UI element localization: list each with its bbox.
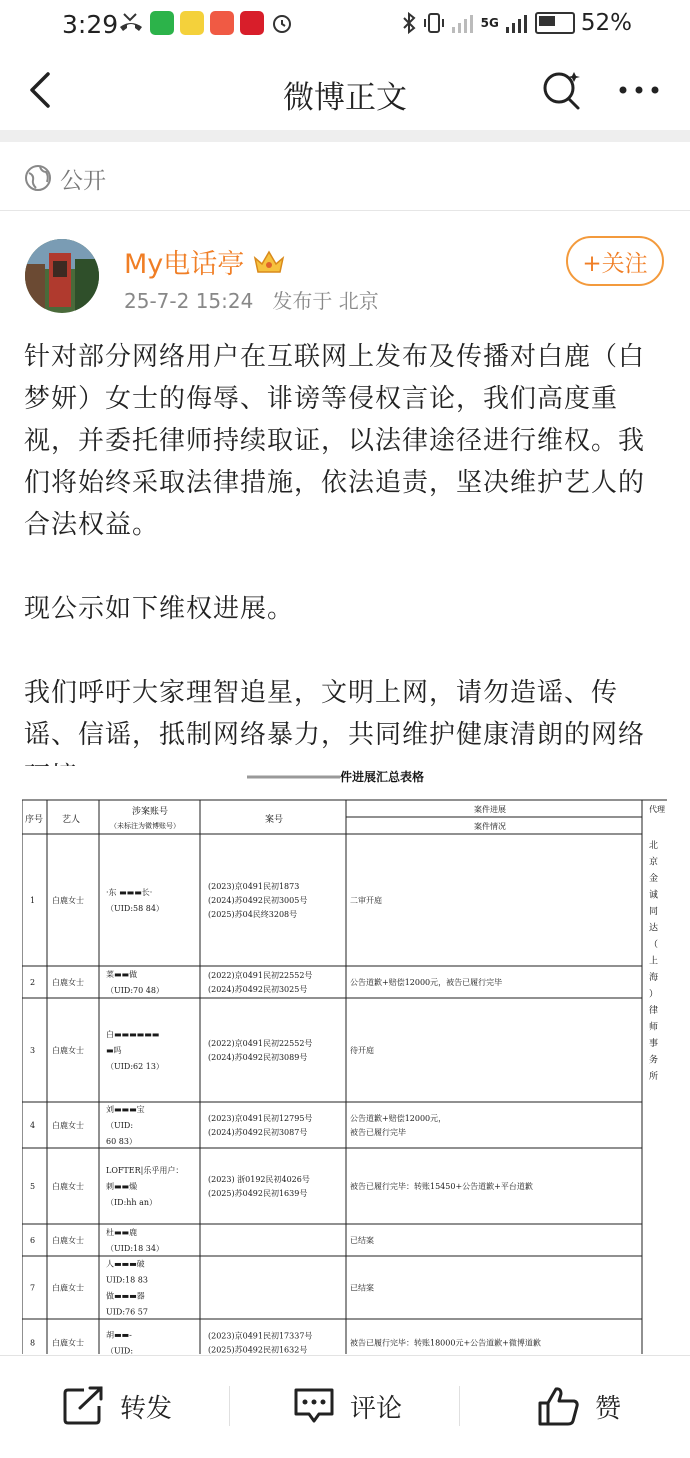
row-account: 胡▬▬- — [106, 1330, 132, 1340]
row-account: ▬吗 — [106, 1046, 122, 1055]
row-progress: 公告道歉+赔偿12000元， — [350, 1114, 447, 1123]
header-progress-sub: 案件情况 — [474, 822, 506, 831]
header-account-sub: （未标注为微博账号） — [110, 822, 180, 830]
agent-char: （ — [649, 940, 659, 950]
globe-icon — [24, 164, 52, 192]
status-indicators — [401, 10, 632, 36]
row-account: 做▬▬▬器 — [106, 1291, 145, 1301]
row-account: 刘▬▬▬宝 — [106, 1105, 145, 1114]
post-paragraph: 针对部分网络用户在互联网上发布及传播对白鹿（白梦妍）女士的侮辱、诽谤等侵权言论，我们高度重视，并委托律师持续取证，以法律途径进行维权。我们将始终采取法律措施，依法追责，坚决维护艺人的合法权益。 — [24, 342, 646, 540]
row-progress: 被告已履行完毕：转账18000元+公告道歉+微博道歉 — [350, 1338, 541, 1348]
agent-char: 达 — [649, 923, 659, 934]
battery-percent: 52% — [580, 10, 632, 36]
nav-bar — [0, 52, 690, 128]
row-progress: 已结案 — [350, 1236, 374, 1245]
case-progress-table — [22, 766, 667, 1354]
row-artist: 白鹿女士 — [52, 1338, 84, 1348]
row-account: （UID:70 48） — [106, 986, 164, 995]
row-number: 5 — [30, 1182, 36, 1191]
row-case-number: (2025)苏0492民初1639号 — [208, 1189, 308, 1198]
post-time: 25-7-2 15:24 — [124, 289, 254, 313]
agent-char: 事 — [649, 1039, 659, 1049]
row-artist: 白鹿女士 — [52, 1283, 84, 1293]
network-label: 5G — [480, 16, 499, 30]
avatar[interactable] — [25, 239, 99, 313]
comment-label: 评论 — [350, 1393, 403, 1424]
vip-crown-icon — [252, 248, 286, 276]
row-number: 4 — [30, 1121, 36, 1130]
more-icon — [614, 68, 664, 112]
like-label: 赞 — [595, 1393, 622, 1424]
author-name-text: My电话亭 — [124, 249, 245, 280]
thumbs-up-icon — [537, 1385, 581, 1427]
row-account: 菜▬▬做 — [106, 970, 138, 979]
page-title: 微博正文 — [283, 80, 407, 116]
row-case-number: (2022)京0491民初22552号 — [208, 1039, 313, 1048]
status-time: 3:29 — [62, 10, 119, 39]
bottom-action-bar — [0, 1355, 690, 1458]
header-agent: 代理 — [649, 805, 665, 814]
agent-char: 上 — [649, 956, 659, 967]
iqiyi-icon — [150, 11, 174, 35]
row-account: UID:18 83 — [106, 1275, 148, 1285]
row-account: （UID:58 84） — [106, 904, 164, 913]
repost-icon — [62, 1386, 106, 1426]
row-account: 人▬▬▬破 — [106, 1259, 145, 1269]
divider — [0, 130, 690, 142]
row-number: 1 — [30, 896, 36, 905]
header-case-no: 案号 — [265, 815, 284, 825]
row-account: 60 83） — [106, 1137, 137, 1146]
row-account: （UID: — [106, 1121, 134, 1130]
missed-call-icon — [118, 11, 144, 35]
alarm-icon — [270, 11, 294, 35]
row-artist: 白鹿女士 — [52, 1046, 84, 1055]
follow-button[interactable]: +关注 — [566, 236, 664, 286]
agent-column — [649, 839, 658, 1082]
avatar-image — [25, 239, 99, 313]
row-case-number: (2023) 浙0192民初4026号 — [208, 1175, 310, 1184]
post-paragraph: 现公示如下维权进展。 — [24, 594, 295, 624]
agent-char: ） — [649, 989, 659, 1000]
post-location: 发布于 北京 — [272, 289, 379, 313]
more-button[interactable] — [614, 68, 664, 112]
agent-char: 所 — [649, 1072, 659, 1082]
row-account: UID:76 57 — [106, 1307, 148, 1317]
row-account: （UID: — [106, 1346, 134, 1354]
battery-icon — [535, 12, 575, 34]
row-case-number: (2024)苏0492民初3089号 — [208, 1053, 308, 1062]
status-bar — [0, 0, 690, 50]
row-artist: 白鹿女士 — [52, 1121, 84, 1130]
row-account: LOFTER|乐乎用户： — [106, 1166, 184, 1175]
repost-label: 转发 — [120, 1393, 173, 1424]
post-meta — [124, 285, 379, 314]
agent-char: 诚 — [649, 890, 659, 901]
divider — [229, 1386, 230, 1426]
comment-icon — [292, 1386, 336, 1426]
post-paragraph: 我们呼吁大家理智追星，文明上网，请勿造谣、传谣、信谣，抵制网络暴力，共同维护健康清朗的网络 — [24, 678, 646, 750]
row-case-number: (2023)京0491民初12795号 — [208, 1114, 313, 1123]
bluetooth-icon — [401, 11, 417, 35]
row-number: 6 — [30, 1236, 36, 1245]
row-artist: 白鹿女士 — [52, 896, 84, 905]
agent-char: 师 — [649, 1022, 659, 1033]
row-account: ·东 ▬▬▬长· — [106, 888, 153, 897]
agent-char: 北 — [649, 841, 659, 851]
row-progress: 待开庭 — [350, 1046, 374, 1055]
comment-button[interactable] — [292, 1384, 402, 1428]
row-artist: 白鹿女士 — [52, 1182, 84, 1191]
header-account: 涉案账号 — [132, 807, 169, 817]
agent-char: 同 — [649, 907, 659, 917]
status-app-icons — [118, 11, 294, 35]
row-case-number: (2025)苏04民终3208号 — [208, 910, 298, 919]
post-image-document[interactable] — [22, 766, 667, 1354]
agent-char: 京 — [649, 857, 659, 868]
visibility-label: 公开 — [60, 167, 106, 194]
row-account: 白▬▬▬▬▬▬ — [106, 1030, 160, 1039]
search-icon — [540, 68, 584, 112]
signal-icon-1 — [451, 12, 475, 34]
row-case-number: (2023)京0491民初1873 — [208, 882, 300, 891]
author-name[interactable] — [124, 242, 286, 281]
header-artist: 艺人 — [62, 815, 81, 825]
row-progress: 二审开庭 — [350, 896, 382, 905]
row-case-number: (2024)苏0492民初3005号 — [208, 896, 308, 905]
row-number: 3 — [30, 1046, 36, 1055]
app-red-icon — [240, 11, 264, 35]
row-case-number: (2025)苏0492民初1632号 — [208, 1345, 308, 1354]
visibility-indicator — [24, 160, 106, 196]
row-case-number: (2024)苏0492民初3087号 — [208, 1128, 308, 1137]
huawei-store-icon — [210, 11, 234, 35]
agent-char: 海 — [649, 973, 659, 983]
signal-icon-2 — [505, 12, 529, 34]
vibrate-icon — [423, 11, 445, 35]
row-progress: 被告已履行完毕 — [350, 1128, 406, 1137]
row-case-number: (2022)京0491民初22552号 — [208, 971, 313, 980]
repost-button[interactable] — [62, 1384, 172, 1428]
header-no: 序号 — [25, 815, 44, 825]
table-title: 件进展汇总表格 — [340, 770, 425, 784]
weibo-icon — [180, 11, 204, 35]
like-button[interactable] — [537, 1384, 621, 1428]
row-account: （UID:18 34） — [106, 1244, 164, 1253]
row-case-number: (2023)京0491民初17337号 — [208, 1331, 313, 1341]
divider — [0, 210, 690, 211]
agent-char: 金 — [649, 874, 659, 884]
header-progress: 案件进展 — [474, 805, 506, 814]
row-account: （UID:62 13） — [106, 1062, 164, 1071]
row-account: 刺▬▬燥 — [106, 1182, 138, 1191]
row-progress: 已结案 — [350, 1283, 374, 1293]
row-number: 8 — [30, 1338, 36, 1348]
row-artist: 白鹿女士 — [52, 978, 84, 987]
agent-char: 务 — [649, 1055, 659, 1066]
agent-char: 律 — [649, 1006, 659, 1016]
row-progress: 公告道歉+赔偿12000元，被告已履行完毕 — [350, 978, 503, 987]
row-number: 2 — [30, 978, 36, 987]
row-case-number: (2024)苏0492民初3025号 — [208, 985, 308, 994]
row-account: 杜▬▬鹿 — [106, 1228, 138, 1237]
divider — [459, 1386, 460, 1426]
row-artist: 白鹿女士 — [52, 1236, 84, 1245]
search-button[interactable] — [540, 68, 584, 112]
row-progress: 被告已履行完毕：转账15450+公告道歉+平台道歉 — [350, 1182, 533, 1191]
row-number: 7 — [30, 1283, 36, 1293]
row-account: （ID:hh an） — [106, 1198, 158, 1207]
post-content — [24, 336, 666, 840]
